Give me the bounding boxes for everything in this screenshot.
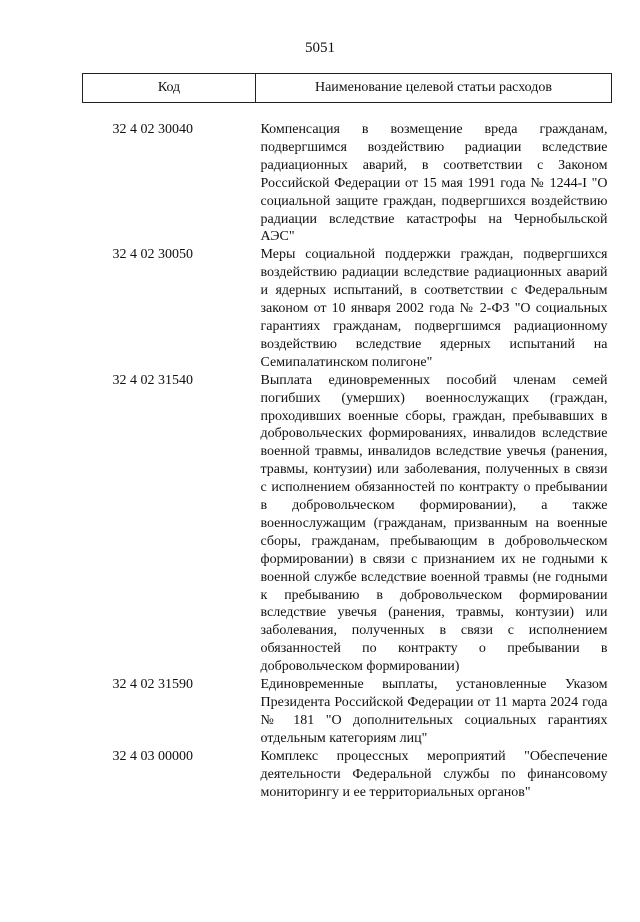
row-name: Выплата единовременных пособий членам семей погибших (умерших) военнослужащих (граждан, проходивших военные сборы, граждан, пребывавших в добровольческих формированиях, инвалидов вследствие военной травмы, инвалидов вследствие увечья (ранения, травмы, контузии) или заболевания, полученных в связи с исполнением обязанностей по контракту о пребывании в добровольческом формировании), а также военнослужащим (гражданам, призванным на военные сборы, гражданам, пребывающим в добровольческом формировании) в связи с признанием их не годными к военной службе вследствие военной травмы (не годными к пребыванию в добровольческом формировании вследствие увечья (ранения, травмы, контузии) или заболевания, полученных в связи с исполнением обязанностей по контракту о пребывании в добровольческом формировании) xyxy=(260,372,608,675)
row-code: 32 4 02 30040 xyxy=(112,122,193,137)
row-code: 32 4 02 30050 xyxy=(112,247,193,263)
table-row xyxy=(83,676,612,748)
table-header-row xyxy=(83,74,612,103)
row-code: 32 4 02 31540 xyxy=(112,372,193,388)
row-name: Компенсация в возмещение вреда гражданам, подвергшимся воздействию радиации вследствие радиационных аварий, в соответствии с Законом Российской Федерации от 15 мая 1991 года № 1244-I "О социальной защите граждан, подвергшихся воздействию радиации вследствие катастрофы на Чернобыльской АЭС" xyxy=(260,122,608,245)
header-code: Код xyxy=(83,74,256,103)
row-name: Меры социальной поддержки граждан, подвергшихся воздействию радиации вследствие радиационных аварий и ядерных испытаний, в соответствии с Федеральным законом от 10 января 2002 года № 2-ФЗ "О социальных гарантиях гражданам, подвергшимся радиационному воздействию вследствие ядерных испытаний на Семипалатинском полигоне" xyxy=(260,247,608,370)
row-name: Единовременные выплаты, установленные Указом Президента Российской Федерации от 11 марта 2024 года № 181 "О дополнительных социальных гарантиях отдельным категориям лиц" xyxy=(260,677,608,746)
page-number: 5051 xyxy=(305,40,335,56)
table-row xyxy=(83,246,612,371)
row-name: Комплекс процессных мероприятий "Обеспечение деятельности Федеральной службы по финансовому мониторингу и ее территориальных органов" xyxy=(260,748,608,800)
row-code: 32 4 02 31590 xyxy=(112,677,193,693)
table-row xyxy=(83,103,612,247)
header-name: Наименование целевой статьи расходов xyxy=(256,74,612,103)
budget-items-table xyxy=(82,73,612,801)
table-row xyxy=(83,372,612,676)
table-row xyxy=(83,748,612,802)
row-code: 32 4 03 00000 xyxy=(112,748,193,764)
